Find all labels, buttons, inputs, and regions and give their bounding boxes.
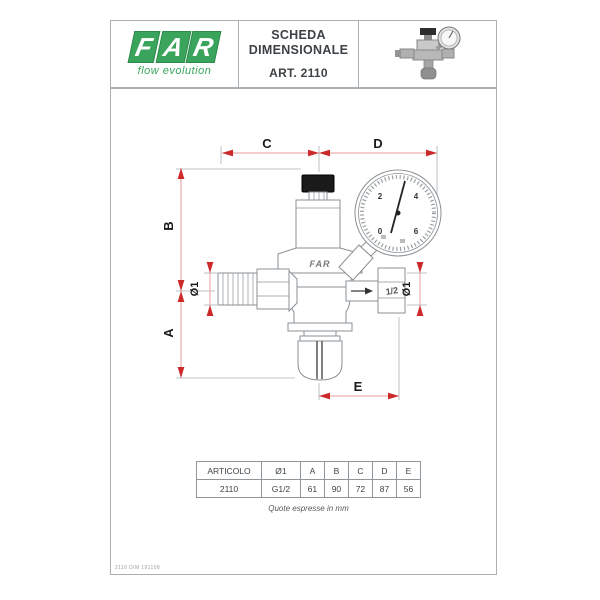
cell-c: 72	[348, 480, 372, 498]
inlet-thread	[218, 273, 257, 305]
base-plate	[288, 323, 352, 331]
article-number: ART. 2110	[269, 66, 328, 80]
gauge-number: 2	[377, 192, 383, 201]
col-header-c: C	[348, 462, 372, 480]
sheet-title-line2: DIMENSIONALE	[248, 43, 349, 57]
title-block	[238, 21, 359, 87]
knurled-cap	[298, 341, 342, 380]
product-photo	[373, 23, 483, 85]
units-caption: Quote espresse in mm	[268, 504, 349, 513]
valve-brand-stamp: FAR	[309, 259, 331, 269]
cell-a: 61	[300, 480, 324, 498]
bottom-neck	[304, 331, 336, 336]
gauge-number: 6	[413, 227, 419, 236]
brand-logo	[111, 21, 238, 87]
logo-letter: R	[186, 31, 222, 63]
col-header-b: B	[324, 462, 348, 480]
gauge-number: 4	[413, 192, 419, 201]
dim-label-a: A	[161, 328, 176, 338]
dim-label-d: D	[373, 136, 383, 151]
logo-letter: A	[155, 31, 191, 63]
adjustment-cap	[302, 175, 334, 192]
valve-chamber	[290, 287, 350, 323]
outlet-size-stamp: 1/2	[384, 285, 399, 297]
document-code: 2110 DIM 191108	[115, 565, 161, 571]
cell-b: 90	[324, 480, 348, 498]
cell-articolo: 2110	[197, 480, 262, 498]
logo-tagline: flow evolution	[137, 65, 212, 77]
technical-drawing	[111, 96, 498, 426]
dim-label-dia-right: Ø1	[401, 281, 413, 297]
bottom-flange	[300, 336, 340, 341]
cell-e: 56	[396, 480, 420, 498]
dim-label-c: C	[262, 136, 272, 151]
col-header-e: E	[396, 462, 420, 480]
header-bar	[110, 20, 497, 88]
dim-label-dia-left: Ø1	[189, 281, 201, 297]
table-row	[197, 480, 421, 498]
col-header-articolo: ARTICOLO	[197, 462, 262, 480]
table-header-row	[197, 462, 421, 480]
spring-housing	[296, 200, 340, 248]
col-header-dia: Ø1	[262, 462, 301, 480]
far-logo	[131, 31, 218, 63]
content-area	[110, 88, 497, 575]
dim-label-e: E	[353, 379, 363, 394]
col-header-d: D	[372, 462, 396, 480]
dimension-table-wrap	[196, 461, 421, 513]
union-nut	[257, 269, 289, 309]
dim-label-b: B	[161, 221, 176, 231]
gauge-number: 0	[377, 227, 383, 236]
cell-d: 87	[372, 480, 396, 498]
col-header-a: A	[300, 462, 324, 480]
cell-dia: G1/2	[262, 480, 301, 498]
logo-letter: F	[127, 31, 160, 63]
product-photo-cell	[359, 21, 496, 87]
sheet-title-line1: SCHEDA	[271, 28, 326, 42]
valve-body	[218, 170, 441, 380]
dimension-table	[196, 461, 421, 498]
